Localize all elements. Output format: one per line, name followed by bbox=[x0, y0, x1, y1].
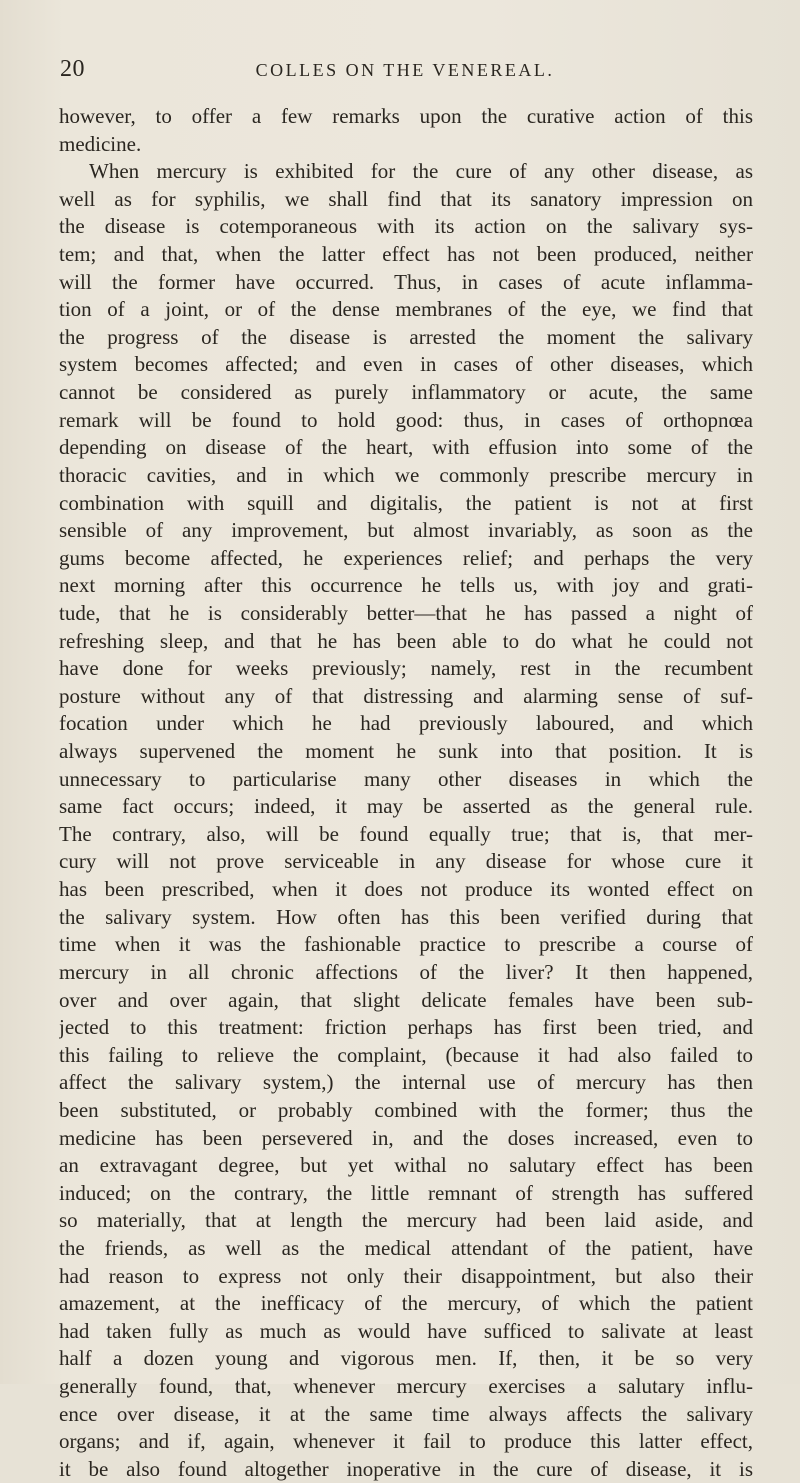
text-line: will the former have occurred. Thus, in cases of acute inflamma- bbox=[59, 269, 753, 294]
text-line: an extravagant degree, but yet withal no salutary effect has been bbox=[59, 1153, 753, 1178]
text-line: ence over disease, it at the same time always affects the salivary bbox=[59, 1401, 753, 1426]
text-line: When mercury is exhibited for the cure of any other disease, as bbox=[89, 159, 753, 184]
text-line: the disease is cotemporaneous with its action on the salivary sys- bbox=[59, 214, 753, 239]
text-line: remark will be found to hold good: thus, in cases of orthopnœa bbox=[59, 407, 753, 432]
text-line: cannot be considered as purely inflammatory or acute, the same bbox=[59, 380, 753, 405]
text-line: amazement, at the inefficacy of the mercury, of which the patient bbox=[59, 1291, 753, 1316]
text-line: has been prescribed, when it does not produce its wonted effect on bbox=[59, 877, 753, 902]
text-line: induced; on the contrary, the little remnant of strength has suffered bbox=[59, 1180, 753, 1205]
text-line: however, to offer a few remarks upon the curative action of this bbox=[59, 104, 753, 128]
text-line: combination with squill and digitalis, the patient is not at first bbox=[59, 490, 753, 515]
text-line: jected to this treatment: friction perhaps has first been tried, and bbox=[59, 1015, 753, 1040]
text-line: always supervened the moment he sunk into that position. It is bbox=[59, 739, 753, 764]
text-line: organs; and if, again, whenever it fail to produce this latter effect, bbox=[59, 1429, 753, 1454]
text-line: unnecessary to particularise many other diseases in which the bbox=[59, 766, 753, 791]
text-line: The contrary, also, will be found equally true; that is, that mer- bbox=[59, 821, 753, 846]
text-line: it be also found altogether inoperative in the cure of disease, it is bbox=[59, 1456, 753, 1481]
text-line: next morning after this occurrence he tells us, with joy and grati- bbox=[59, 573, 753, 598]
text-line: tude, that he is considerably better—that he has passed a night of bbox=[59, 600, 753, 625]
text-line: depending on disease of the heart, with effusion into some of the bbox=[59, 435, 753, 460]
text-line: time when it was the fashionable practice to prescribe a course of bbox=[59, 932, 753, 957]
text-line: posture without any of that distressing and alarming sense of suf- bbox=[59, 683, 753, 708]
text-line: well as for syphilis, we shall find that its sanatory impression on bbox=[59, 186, 753, 211]
text-line: focation under which he had previously laboured, and which bbox=[59, 711, 753, 736]
text-line: medicine has been persevered in, and the doses increased, even to bbox=[59, 1125, 753, 1150]
text-line: the friends, as well as the medical attendant of the patient, have bbox=[59, 1235, 753, 1260]
text-line: system becomes affected; and even in cases of other diseases, which bbox=[59, 352, 753, 377]
text-line: tion of a joint, or of the dense membranes of the eye, we find that bbox=[59, 297, 753, 322]
text-line: so materially, that at length the mercury had been laid aside, and bbox=[59, 1208, 753, 1233]
text-line: sensible of any improvement, but almost invariably, as soon as the bbox=[59, 518, 753, 543]
text-line: half a dozen young and vigorous men. If, then, it be so very bbox=[59, 1346, 753, 1371]
text-line: had reason to express not only their disappointment, but also their bbox=[59, 1263, 753, 1288]
page-number: 20 bbox=[60, 56, 85, 82]
text-line: same fact occurs; indeed, it may be asserted as the general rule. bbox=[59, 794, 753, 819]
text-line: medicine. bbox=[59, 131, 142, 156]
running-head: COLLES ON THE VENEREAL. bbox=[255, 60, 555, 80]
text-line: this failing to relieve the complaint, (because it had also failed to bbox=[59, 1042, 753, 1067]
text-line: been substituted, or probably combined with the former; thus the bbox=[59, 1097, 753, 1122]
text-line: thoracic cavities, and in which we commonly prescribe mercury in bbox=[59, 462, 753, 487]
text-line: cury will not prove serviceable in any disease for whose cure it bbox=[59, 849, 753, 874]
text-line: had taken fully as much as would have sufficed to salivate at least bbox=[59, 1318, 753, 1343]
text-line: mercury in all chronic affections of the liver? It then happened, bbox=[59, 959, 753, 984]
body-text bbox=[59, 103, 753, 1483]
text-line: gums become affected, he experiences relief; and perhaps the very bbox=[59, 545, 753, 570]
text-line: over and over again, that slight delicate females have been sub- bbox=[59, 987, 753, 1012]
page-header bbox=[60, 56, 750, 84]
text-line: tem; and that, when the latter effect has not been produced, neither bbox=[59, 242, 753, 267]
text-line: refreshing sleep, and that he has been able to do what he could not bbox=[59, 628, 753, 653]
text-line: generally found, that, whenever mercury exercises a salutary influ- bbox=[59, 1374, 753, 1399]
text-line: have done for weeks previously; namely, rest in the recumbent bbox=[59, 656, 753, 681]
text-line: the salivary system. How often has this been verified during that bbox=[59, 904, 753, 929]
text-line: the progress of the disease is arrested the moment the salivary bbox=[59, 324, 753, 349]
text-line: affect the salivary system,) the internal use of mercury has then bbox=[59, 1070, 753, 1095]
